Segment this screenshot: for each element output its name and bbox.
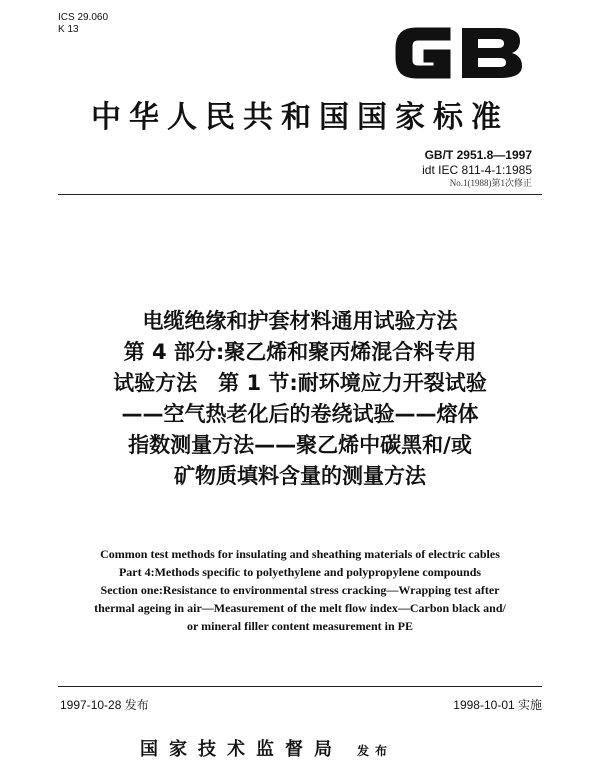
chinese-title xyxy=(40,306,560,492)
chinese-title-line: 第 4 部分:聚乙烯和聚丙烯混合料专用 xyxy=(123,340,477,364)
amendment-note: No.1(1988)第1次修正 xyxy=(449,178,532,188)
english-title-line: thermal ageing in air—Measurement of the melt flow index—Carbon black and/ xyxy=(94,601,506,615)
classification-codes xyxy=(58,12,108,36)
english-title-line: or mineral filler content measurement in PE xyxy=(187,619,413,633)
issue-verb: 发布 xyxy=(357,744,394,758)
idt-reference: idt IEC 811-4-1:1985 xyxy=(422,163,532,177)
chinese-title-line: 矿物质填料含量的测量方法 xyxy=(174,464,426,488)
standard-category-title: 中华人民共和国国家标准 xyxy=(91,100,509,135)
chinese-title-line: ——空气热老化后的卷绕试验——熔体 xyxy=(121,402,479,426)
chinese-title-line: 电缆绝缘和护套材料通用试验方法 xyxy=(142,309,458,333)
english-title-line: Section one:Resistance to environmental stress cracking—Wrapping test after xyxy=(100,583,500,597)
english-title xyxy=(40,545,560,635)
chinese-title-line: 指数测量方法——聚乙烯中碳黑和/或 xyxy=(128,433,472,457)
english-title-line: Common test methods for insulating and sheathing materials of electric cables xyxy=(100,547,500,561)
chinese-title-line: 试验方法 第 1 节:耐环境应力开裂试验 xyxy=(113,371,487,395)
top-divider xyxy=(58,194,542,195)
issuer-name: 国家技术监督局 xyxy=(140,739,343,760)
issuing-authority xyxy=(140,735,480,761)
implementation-date: 1998-10-01 实施 xyxy=(453,698,542,712)
gb-logo xyxy=(388,14,528,90)
ccs-code: K 13 xyxy=(58,24,79,35)
standard-codes xyxy=(422,148,532,189)
standard-number: GB/T 2951.8—1997 xyxy=(424,148,532,162)
english-title-line: Part 4:Methods specific to polyethylene and polypropylene compounds xyxy=(118,565,482,579)
bottom-divider xyxy=(58,686,542,687)
ics-code: ICS 29.060 xyxy=(58,12,109,23)
issue-date: 1997-10-28 发布 xyxy=(60,698,149,712)
